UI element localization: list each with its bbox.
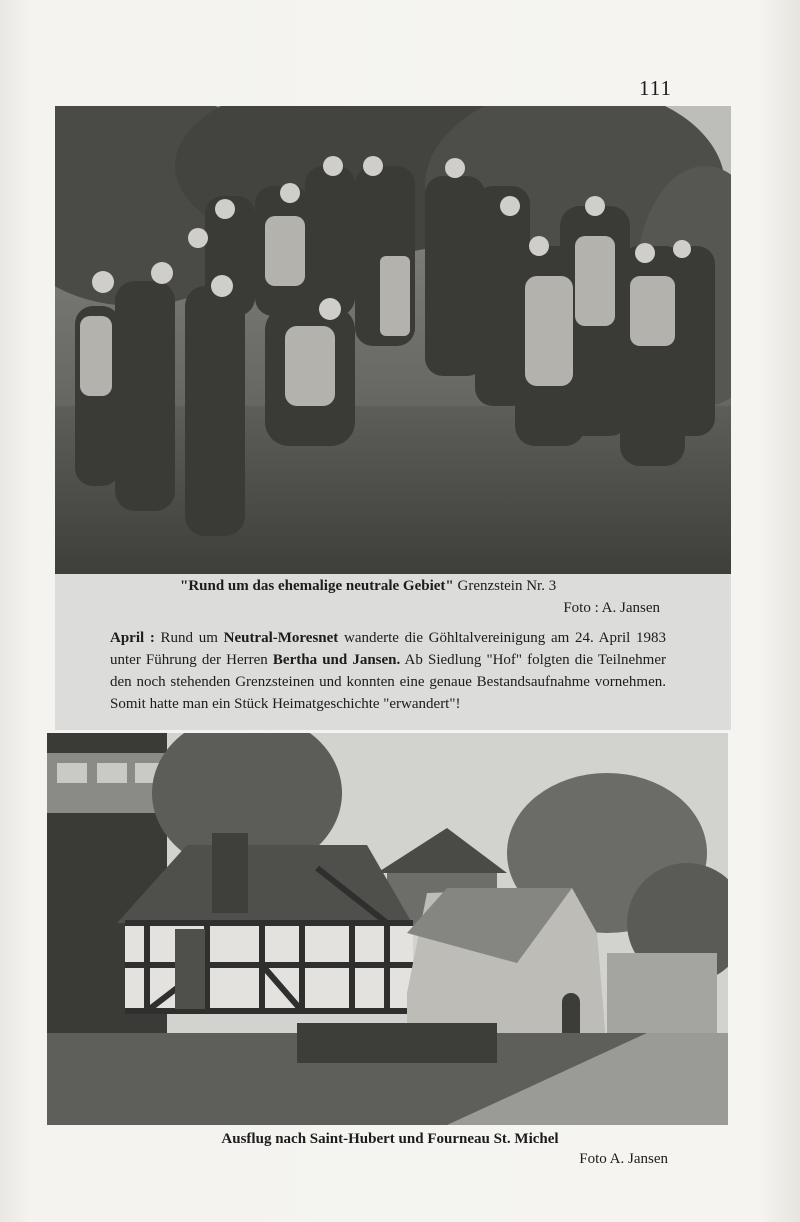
body-text-2: wanderte die Göhltalvereinigung am 24. April 1983 unter Führung der Herren — [110, 630, 666, 668]
body-text-3: Ab Siedlung "Hof" folgten die Teilnehmer den noch stehenden Grenzsteinen und konnten eine genaue Bestandsaufnahme vornehmen. Somit hatte man ein Stück Heimatgeschichte "erwandert"! — [110, 652, 666, 712]
page-number: 111 — [639, 76, 672, 100]
body-text-1: Rund um — [154, 630, 224, 646]
group-hikers-photo — [55, 106, 731, 574]
guide-names: Bertha und Jansen. — [272, 652, 401, 668]
half-timbered-house-photo-image — [47, 733, 728, 1125]
photo1-credit: Foto : A. Jansen — [563, 600, 660, 616]
month-label: April : — [110, 630, 155, 646]
half-timbered-house-photo — [47, 733, 728, 1125]
photo2-caption: Ausflug nach Saint-Hubert und Fourneau St. Michel — [221, 1131, 559, 1147]
photo1-caption-rest: Grenzstein Nr. 3 — [457, 578, 557, 594]
photo1-caption-body — [110, 627, 666, 715]
place-name: Neutral-Moresnet — [223, 630, 339, 646]
photo2-credit: Foto A. Jansen — [579, 1151, 668, 1167]
photo1-caption-title — [120, 578, 740, 595]
photo1-caption-quote: "Rund um das ehemalige neutrale Gebiet" — [180, 578, 454, 594]
group-hikers-photo-image — [55, 106, 731, 574]
